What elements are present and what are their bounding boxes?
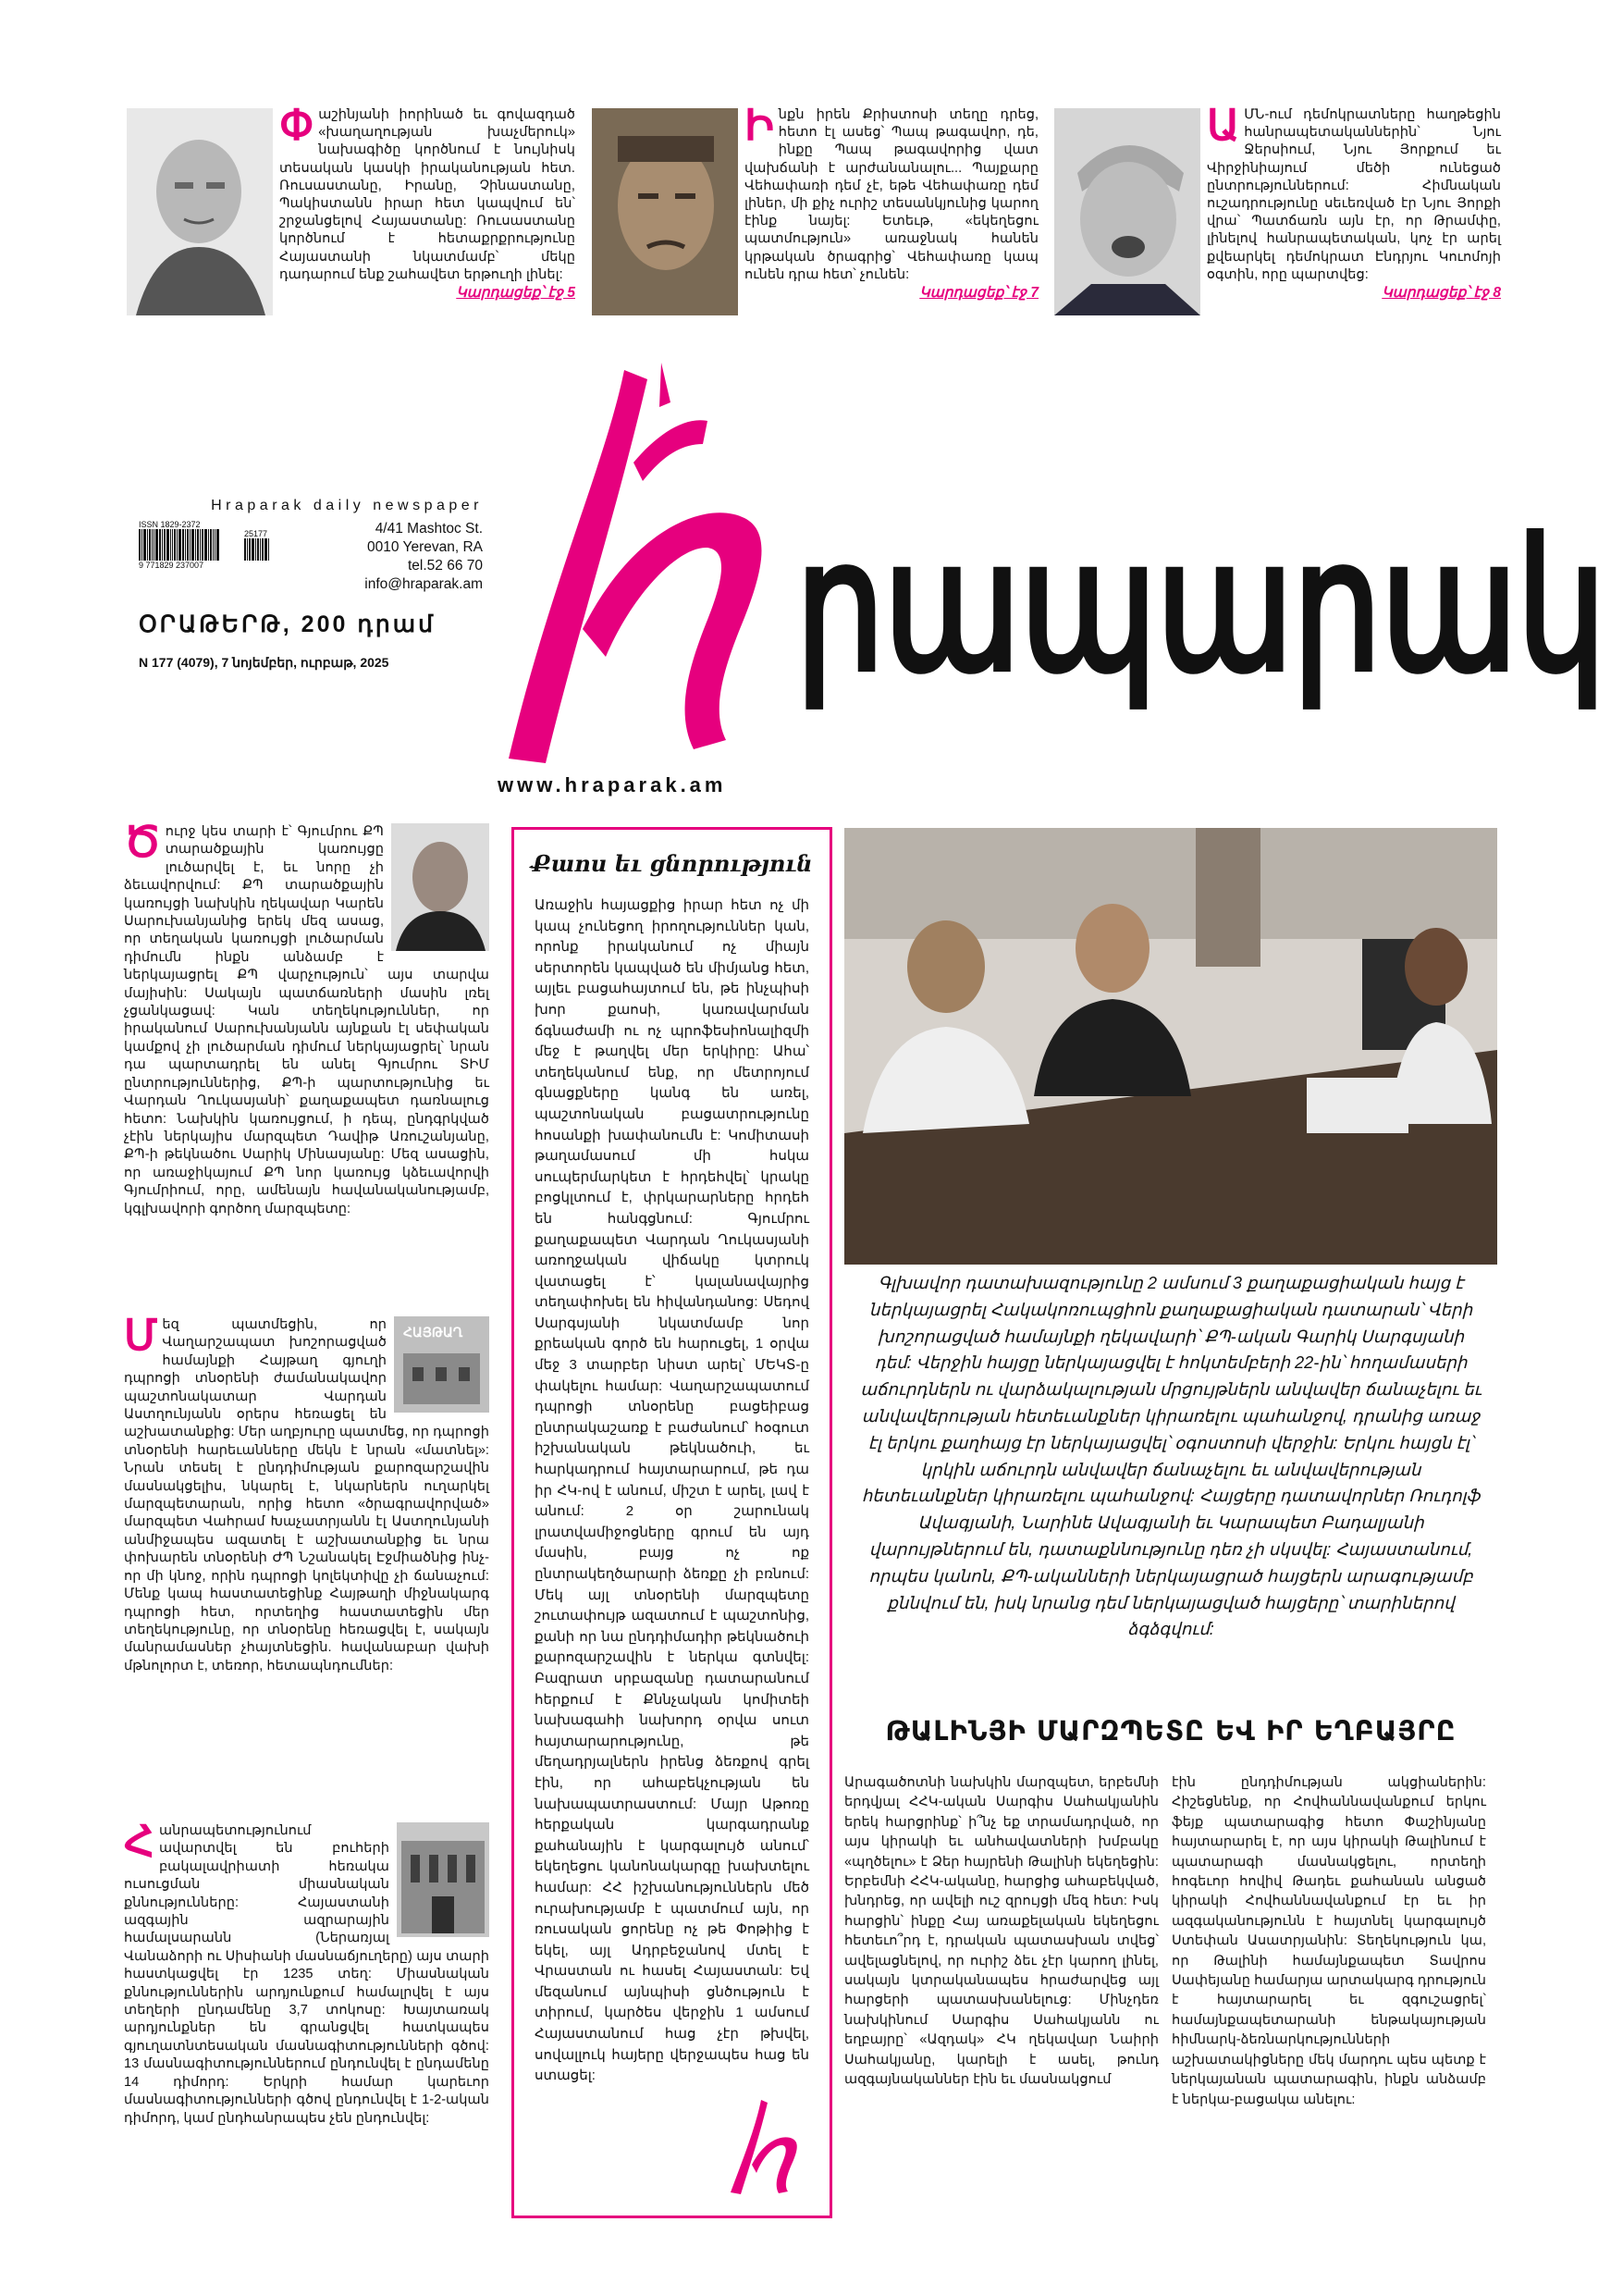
- opinion-text: Առաջին հայացքից իրար հետ ոչ մի կապ չունեցող իրողություններ կան, որոնք իրականում ոչ միայն սերտորեն կապված են միմյանց հետ, այլեւ բացահայտում են, թե ինչպիսի խոր քաոսի, կառավարման ճգնաժամի ու ոչ պրոֆեսիոնալիզմի մեջ է թաղվել մեր երկիրը: Ահա՝ տեղեկանում ենք, որ մետրոյում գնացքները կանգ են առել, պաշտոնական բացատրությունը հոսանքի խափանումն է: Կոմիտասի թաղամասում մի հսկա սուպերմարկետ է հրդեհվել՝ կրակը բոցկլտում է, փրկարարները հրդեհ են հանգցնում: Գյումրու քաղաքապետ Վարդան Ղուկասյանի առողջական վիճակը կտրուկ վատացել է՝ կալանավայրից տեղափոխել են հիվանդանոց: Սեդով Սարգսյանի նկատմամբ նոր քրեական գործ են հարուցել, 1 օրվա մեջ 3 տարբեր նիստ արել՝ ՄԵԿՏ-ը փակելու համար: Վաղարշապատում դպրոցի տնօրենը բացեիբաց ընտրակաշառք է բաժանում՝ հօգուտ իշխանական թեկնածուի, եւ հարկադրում հայտարարում, թե դա իր ՀԿ-ով է անում, միշտ է արել, լավ է անում: 2 օր շարունակ լրատվամիջոցները գրում են այդ մասին, բայց ոչ ոք ընտրակեղծարարի ձեռքը չի բռնում: Մեկ այլ տնօրենի մարզպետը շուտափույթ ազատում է պաշտոնից, քանի որ նա ընդդիմադիր թեկնածուի քարոզարշավին է ներկա գտնվել: Բազրատ սրբազանը դատարանում հերքում է Քննչական կոմիտեի նախագահի նախորդ օրվա սուտ հայտարարությունը, թե մեղադրյալներն իրենց ձեռքով գրել էին, որ ահաբեկչության են նախապատրաստում: Մայր Աթոռը հերքական կարգադրանք քահանային է կարգալույծ անում՝ եկեղեցու կանոնակարգը խախտելու համար: ՀՀ իշխանություններն մեծ ուրախությամբ է պատմում այն, որ ռուսական ցորենը ոչ թե Փոթիից է եկել, այլ Ադրբեջանով մտել է Վրաստան ու հասել Հայաստան: Եվ մեզանում այնպիսի ցնծություն է տիրում, կարծես վերջին 1 ամսում Հայաստանում հաց չէր թխվել, սովալլուկ հայերը վերջապես հաց են ստացել:: [535, 897, 809, 2084]
- brief-photo-karen: [391, 823, 489, 951]
- barcode-number: 9 771829 237007: [139, 561, 204, 570]
- address-line-2: 0010 Yerevan, RA: [367, 539, 483, 555]
- dropcap: Մ: [124, 1312, 158, 1359]
- portrait-image: [592, 108, 738, 315]
- main-photo-caption: Գլխավոր դատախազությունը 2 ամսում 3 քաղաքացիական հայց է ներկայացրել Հակակոռուպցիոն քաղաքացիական դատարան՝ Վերի խոշորացված համայնքի ղեկավարի՝ ՔՊ-ական Գարիկ Սարգսյանի դեմ: Վերջին հայցը ներկայացվել է հոկտեմբերի 22-ին՝ հողամասերի աճուրդներն ու վարձակալության մրցույթներն անվավեր ճանաչելու եւ անվավերության հետեւանքներ կիրառելու պահանջով, դրանից առաջ էլ երկու քաղհայց էր ներկայացվել՝ օգոստոսի վերջին: Երկու հայցն էլ՝ կրկին աճուրդն անվավեր ճանաչելու եւ անվավերության հետեւանքներ կիրառելու պահանջով: Հայցերը դատավորներ Ռուդոլֆ Ավագյանի, Նարինե Ավագյանի եւ Կարապետ Բադալյանի վարույթներում են, դատաքննությունը դեռ չի սկսվել: Հայաստանում, որպես կանոն, ՔՊ-ականների ներկայացրած հայցերն արագությամբ քննվում են, իսկ նրանց դեմ ներկայացված հայցերը՝ տարիներով ձգձգվում:: [860, 1274, 1482, 1639]
- email[interactable]: info@hraparak.am: [364, 576, 483, 592]
- brief-haytagh: [124, 1312, 489, 1675]
- read-more-link[interactable]: Կարդացեք՝ էջ 8: [1382, 285, 1501, 302]
- brief-photo-university: [397, 1822, 489, 1937]
- teaser-text: աշինյանի իորինած եւ գովազդած «խաղաղության խաչմերուկ» նախագիծը կործնում է նույնիսկ տեսական կասկի իրականության հետ. Ռուսաստանը, Իրանը, Չինաստանը, Պակիստանն իրար հետ կապվում են՝ շրջանցելով Հայաստանը: Ռուսաստանը կործնում է հետաքրքրությունը Հայաստանի նկատմամբ՝ մեկը դադարում ենք շահավետ երթուղի լինել:: [279, 107, 575, 282]
- contact-block: [364, 520, 483, 594]
- phone: tel.52 66 70: [407, 558, 483, 574]
- brief-text: ուրջ կես տարի է՝ Գյումրու ՔՊ տարածքային կառույցը լուծարվել է, եւ նորը չի ձեւավորվում: ՔՊ տարածքային կառույցի նախկին ղեկավար Կարեն Սարուխանյանից երեկ մեզ ասաց, որ տեղական կառույցի լուծարման դիմումն ինքն անձամբ է ներկայացրել ՔՊ վարչություն՝ այս տարվա մայիսին: Սակայն պատճառների մասին լռել չցանկացավ: Կան տեղեկություններ, որ իրականում Սարուխանյանն այնքան էլ սեփական կամքով չի լուծարման դիմում ներկայացրել՝ նրան դա պարտադրել են անել Գյումրու ՏԻՄ ընտրություններից, ՔՊ-ի պարտությունից եւ Վարդան Ղուկասյանի՝ քաղաքապետ դառնալուց հետո: Նախկին կառույցում, ի դեպ, ընդգրկված չէին ներկայիս մարզպետ Դավիթ Առուշանյանը, ՔՊ-ի թեկնածու Սարիկ Մինասյանը: Մեզ ասացին, որ առաջիկայում ՔՊ նոր կառույց կձեւավորվի Գյումրիում, որը, ամենայն հավանականությամբ, կգլխավորի գործող մարզպետը:: [124, 824, 489, 1216]
- teaser-photo-1: [127, 108, 273, 315]
- barcode: [139, 529, 240, 561]
- brief-text: անրապետությունում ավարտվել են բուհերի բակալավրիատի հեռակա ուսուցման միասնական քննությունները: Հայաստանի ազգային ազրարային համալսարանն (Ներառյալ Վանաձորի ու Սիսիանի մասնաճյուղերը) այս տարի հաստկացվել էր 1235 տեղ: Միասնական քննություններին արդյունքում համալրվել է այս տեղերի ընդամենը 3,7 տոկոսը: Խայտառակ արդյունքներ են գրանցվել հատկապես գյուղատնտեսական մասնագիտությունների գծով: 13 մասնագիտություններում ընդունվել է ընդամենը 14 դիմորդ: Երկրի համար կարեւոր մասնագիտությունների գծով ընդունվել է 1-2-ական դիմորդ, կամ ընդհանրապես չեն ընդունվել:: [124, 1823, 489, 2126]
- dropcap: Ծ: [124, 819, 161, 866]
- masthead-label: Hraparak daily newspaper: [211, 498, 483, 513]
- inset-label: ՀԱՅԹԱՂ: [403, 1325, 463, 1339]
- read-more-link[interactable]: Կարդացեք՝ էջ 5: [456, 285, 575, 302]
- masthead-title: [795, 508, 1605, 709]
- brief-gyumri: [124, 819, 489, 1218]
- meeting-photo: [844, 828, 1497, 1265]
- brush-h-logo: [495, 352, 809, 777]
- barcode-block: [139, 520, 287, 594]
- dropcap: Հ: [124, 1818, 154, 1865]
- dropcap: Ա: [1207, 102, 1240, 149]
- issn-label: ISSN 1829-2372: [139, 520, 201, 529]
- portrait-image: [127, 108, 273, 315]
- masthead-title-text: րապարակ: [795, 508, 1605, 709]
- barcode-add-bars: [244, 538, 281, 561]
- portrait-image: [391, 823, 489, 951]
- building-image: [397, 1822, 489, 1937]
- brief-text: եզ պատմեցին, որ Վաղարշապատ խոշորացված համայնքի Հայթաղ գյուղի դպրոցի տնօրենի ժամանակավոր պաշտոնակատար Վարդան Աստղունյանն օրերս հեռացել են աշխատանքից: Մեր աղբյուրը պատմեց, որ դպրոցի տնօրենի հարեւանները մեկն է նրան «մատնել»: Նրան տեսել է ընդդիմության քարոզարշավին մասնակցելիս, նկարել է, նկարներն ուղարկել մարզպետարան, որից հետո «ծրագրավորված» մարզպետ Վահրամ Խաչատրյանն էլ Աստղունյանի անմիջապես ազատել է աշխատանքից եւ նրա փոխարեն տնօրենի ԺՊ Նշանակել Էջմիածնից ինչ-որ մի կնոջ, որին դպրոցի կոլեկտիվը չի ճանաչում: Մենք կապ հաստատեցինք Հայթաղի միջնակարգ դպրոցի հետ, որտեղից հաստատեցին մեր տեղեկությունը, որ տնօրենը հեռացվել է, սակայն մանրամասներ չհայտնեցին. հավանաբար վախի մթնոլորտ է, տեռոր, հետապնդումներ:: [124, 1317, 489, 1673]
- portrait-image: [1054, 108, 1200, 315]
- teaser-3: [1207, 102, 1501, 302]
- address-line-1: 4/41 Mashtoc St.: [375, 521, 483, 537]
- dropcap: Ի: [744, 102, 774, 149]
- feature-col-1: Արագածոտնի նախկին մարզպետ, երբեմնի երդվյալ ՀՀԿ-ական Սարգիս Սահակյանին երեկ հարցրինք՝ ի՞նչ եք տրամադրված, որ այս կիրակի եւ անհավատների խմբակը «պղծելու» է Ձեր հայրենի Թալինի եկեղեցին: Երբեմնի ՀՀԿ-ականը, հարցից ահաբեկված, խնդրեց, որ ավելի ուշ զրույցի մեզ հետ: Իսկ հարցին՝ ինքը Հայ առաքելական եկեղեցու հետեւո՞րդ է, դրական պատասխան տվեց՝ ավելացնելով, որ ուրիշ ձեւ չէր կարող լինել, սակայն կտրականապես հրաժարվեց այլ հարցերի պատասխանելուց: Մինչդեռ նախկինում Սարգիս Սահակյանն ու եղբայրը՝ «Ազդակ» ՀԿ ղեկավար Նաիրի Սահակյանը, կարելի է ասել, թունդ ազգայնականներ էին եւ մասնակցում: [844, 1775, 1159, 2088]
- read-more-link[interactable]: Կարդացեք՝ էջ 7: [919, 285, 1039, 302]
- teaser-photo-2: [592, 108, 738, 315]
- masthead-info: [139, 498, 483, 671]
- brief-university: [124, 1818, 489, 2128]
- teaser-1: [279, 102, 575, 302]
- brush-h-small-logo: [726, 2095, 809, 2197]
- main-photo: [844, 828, 1497, 1265]
- dropcap: Փ: [279, 102, 314, 149]
- opinion-title: Քաոս եւ ցնորություն: [531, 850, 813, 877]
- brief-photo-haytagh: [394, 1316, 489, 1413]
- teaser-text: նքն իրեն Քրիստոսի տեղը դրեց, հետո էլ ասեց՝ Պապ թագավոր, դե, ինքը Պապ թագավորից վատ վախճանի է արժանանալու... Պայքարը Վեհափառի դեմ չէ, եթե Վեհափառը դեմ լիներ, մի քիչ ուրիշ տեսանկյունից կարող էինք նայել: Ետեւթ, «եկեղեցու պատմություն» առաջնակ հանեն կրթական ծրագրից՝ Վեհափառը կապ ունեն դրա հետ՝ չունեն:: [744, 107, 1039, 282]
- feature-headline: ԹԱԼԻՆՅԻ ՄԱՐԶՊԵՏԸ ԵՎ ԻՐ ԵՂԲԱՅՐԸ: [885, 1715, 1457, 1747]
- website[interactable]: www.hraparak.am: [498, 773, 727, 796]
- barcode-add-on: 25177: [244, 529, 268, 538]
- opinion-box: [511, 827, 832, 2218]
- feature-col-2: էին ընդդիմության ակցիաներին: Հիշեցնենք, որ Հովհաննավանքում երկու ֆեյք պատարագից հետո Փաշինյանը հայտարարել է, որ այս կիրակի Թալինում է պատարագի մասնակցելու, որտեղի հոգեւոր հովիվ Թադեւ քահանան անցած կիրակի Հովհաննավանքում էր եւ իր ազգականությունն է հայտնել կարգալույծ Ստեփան Ասատրյանին: Տեղեկություն կա, որ Թալինի համայնքապետ Տավրոս Սափեյանը համարյա արտակարգ դրություն է հայտարարել եւ զգուշացրել՝ համայնքապետարանի ենթակայության հիմնարկ-ձեռնարկությունների աշխատակիցները մեկ մարդու պես պետք է ներկայանան պատարագին, ինքն անձամբ է ներկա-բացակա անելու:: [1172, 1775, 1486, 2107]
- teaser-2: [744, 102, 1039, 302]
- teaser-photo-3: [1054, 108, 1200, 315]
- teaser-text: ՄՆ-ում դեմոկրատները հաղթեցին հանրապետականներին՝ Նյու Ջերսիում, Նյու Յորքում եւ Վիրջինիայում մեծի ունեցած ընտրություններում: Հիմնական ուշադրությունը սեւեռված էր Նյու Յորքի վրա՝ Պատճառն այն էր, որ Թրամփը, լինելով հանրապետական, կոչ էր արել քվեարկել դեմոկրատ Էնդրյու Կուոմոյի օգտին, որը պարտվեց:: [1207, 107, 1501, 282]
- masthead-logo-letter: [495, 352, 809, 777]
- issue-line: N 177 (4079), 7 նոյեմբեր, ուրբաթ, 2025: [139, 655, 389, 670]
- price: ՕՐԱԹԵՐԹ, 200 դրամ: [139, 611, 436, 637]
